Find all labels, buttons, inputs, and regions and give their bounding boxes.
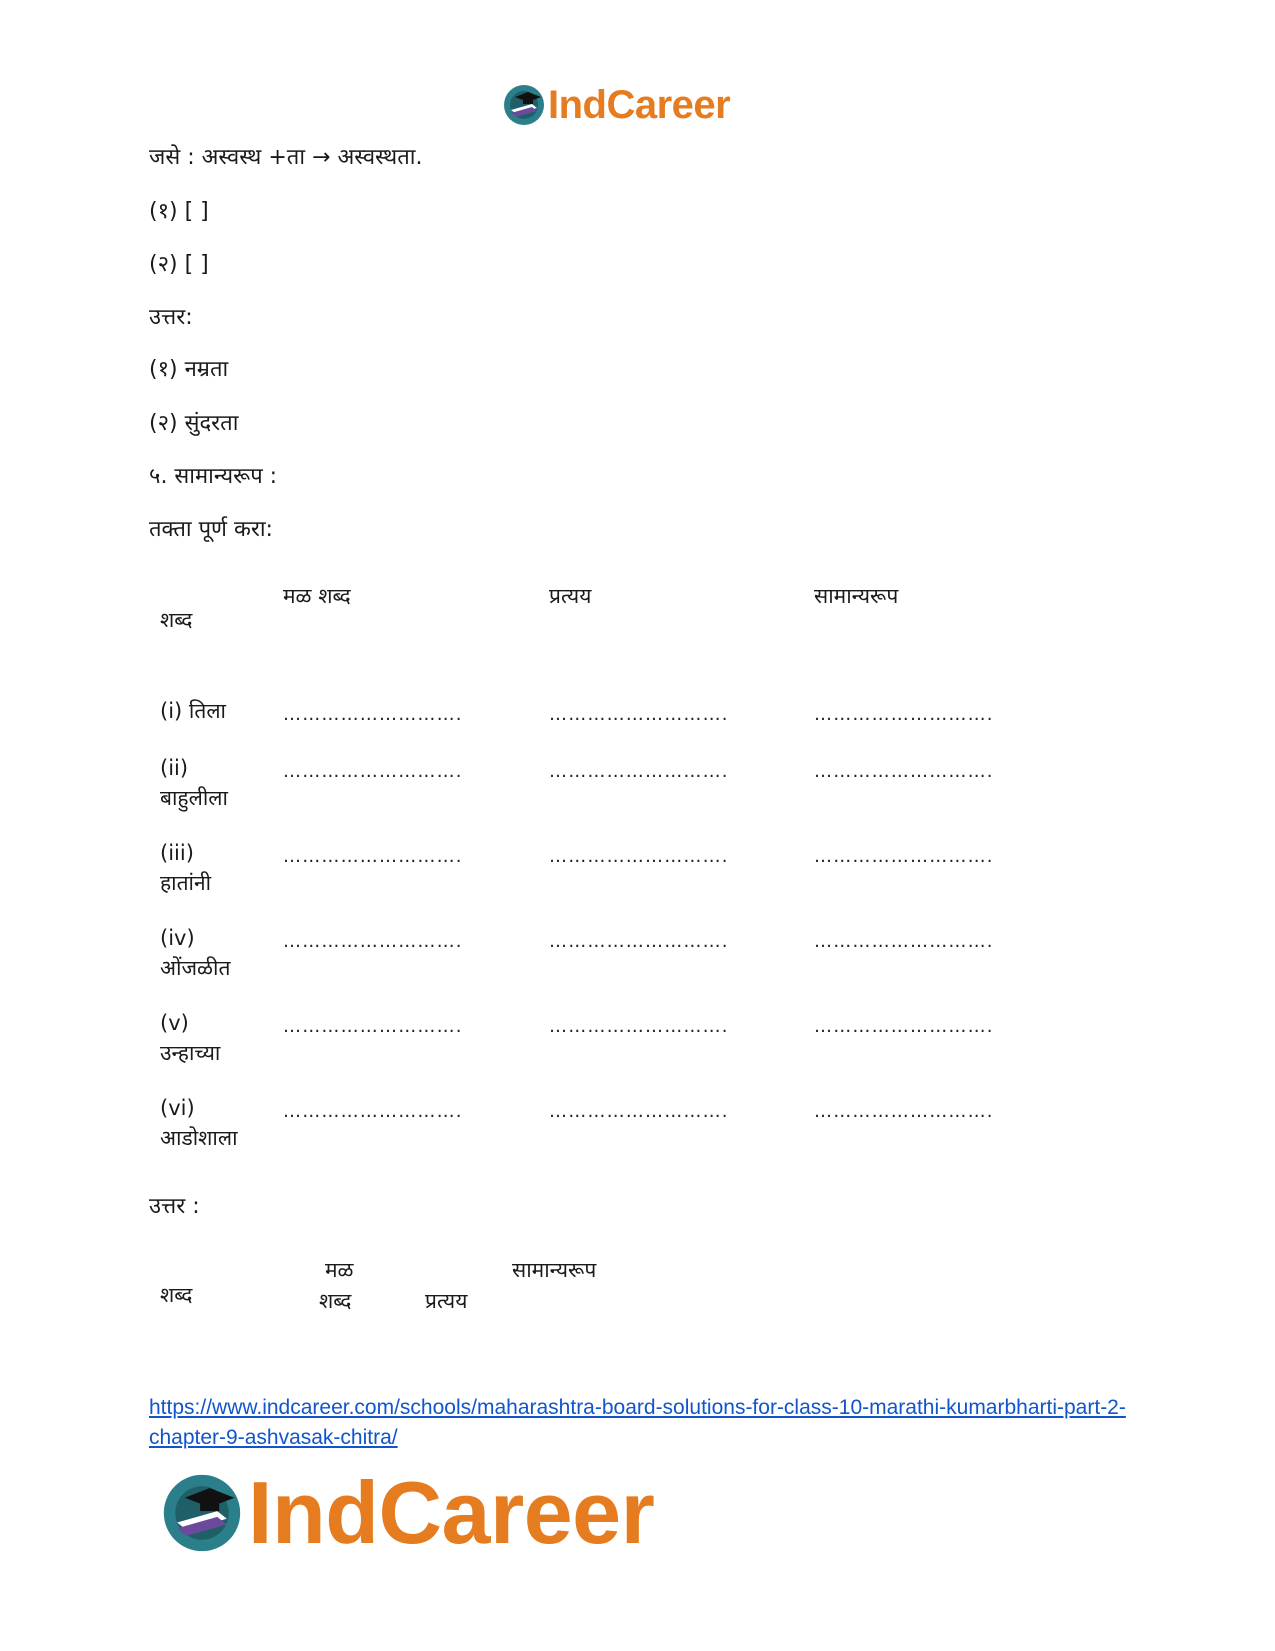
table-row	[160, 753, 228, 813]
row-number: (ii)	[160, 756, 189, 780]
answer-header-general-form: सामान्यरूप	[512, 1258, 597, 1282]
row-number: (vi)	[160, 1096, 195, 1120]
header-root-word: मळ शब्द	[283, 584, 351, 608]
blank-root-word: ……………………….	[283, 846, 463, 867]
blank-suffix: ……………………….	[549, 846, 729, 867]
indcareer-emblem-icon	[502, 83, 546, 127]
table-row	[160, 838, 211, 898]
answer-label: उत्तर:	[149, 305, 193, 330]
header-general-form: सामान्यरूप	[814, 584, 899, 608]
instruction-line: तक्ता पूर्ण करा:	[149, 517, 273, 542]
row-word: ओंजळीत	[160, 956, 231, 980]
indcareer-logo-top	[502, 80, 730, 130]
blank-general-form: ……………………….	[814, 931, 994, 952]
row-number: (iii)	[160, 841, 194, 865]
answer-1: (१) नम्रता	[149, 357, 229, 382]
table-row	[160, 696, 226, 726]
answer-header-root-line2: शब्द	[319, 1289, 352, 1313]
blank-root-word: ……………………….	[283, 1016, 463, 1037]
answer-2: (२) सुंदरता	[149, 411, 239, 436]
row-word: तिला	[188, 699, 226, 723]
answer-section-label: उत्तर :	[149, 1194, 200, 1219]
row-number: (v)	[160, 1011, 189, 1035]
blank-suffix: ……………………….	[549, 931, 729, 952]
indcareer-emblem-icon	[160, 1471, 244, 1555]
row-word: उन्हाच्या	[160, 1041, 221, 1065]
row-number: (iv)	[160, 926, 195, 950]
question-2: (२) [ ]	[149, 252, 209, 277]
header-word: शब्द	[160, 608, 193, 632]
row-number: (i)	[160, 699, 189, 723]
blank-suffix: ……………………….	[549, 1101, 729, 1122]
section-heading: ५. सामान्यरूप :	[149, 464, 278, 489]
brand-wordmark: IndCareer	[248, 1463, 655, 1562]
table-row	[160, 1008, 220, 1068]
table-row	[160, 923, 230, 983]
row-word: आडोशाला	[160, 1126, 238, 1150]
blank-root-word: ……………………….	[283, 704, 463, 725]
example-line: जसे : अस्वस्थ +ता → अस्वस्थता.	[149, 145, 423, 170]
blank-root-word: ……………………….	[283, 761, 463, 782]
answer-header-suffix: प्रत्यय	[425, 1289, 468, 1313]
answer-header-word: शब्द	[160, 1283, 193, 1307]
source-link[interactable]: https://www.indcareer.com/schools/maharashtra-board-solutions-for-class-10-marathi-kumarbharti-part-2-chapter-9-ashvasak-chitra/	[149, 1396, 1126, 1449]
blank-general-form: ……………………….	[814, 761, 994, 782]
brand-wordmark: IndCareer	[548, 83, 731, 127]
indcareer-logo-bottom	[160, 1463, 655, 1562]
row-word: हातांनी	[160, 871, 212, 895]
blank-root-word: ……………………….	[283, 931, 463, 952]
table-row	[160, 1093, 238, 1153]
question-1: (१) [ ]	[149, 199, 209, 224]
row-word: बाहुलीला	[160, 786, 228, 810]
blank-general-form: ……………………….	[814, 846, 994, 867]
header-suffix: प्रत्यय	[549, 584, 592, 608]
blank-general-form: ……………………….	[814, 1101, 994, 1122]
answer-header-root-line1: मळ	[325, 1258, 354, 1282]
blank-root-word: ……………………….	[283, 1101, 463, 1122]
blank-general-form: ……………………….	[814, 704, 994, 725]
blank-general-form: ……………………….	[814, 1016, 994, 1037]
blank-suffix: ……………………….	[549, 761, 729, 782]
blank-suffix: ……………………….	[549, 1016, 729, 1037]
blank-suffix: ……………………….	[549, 704, 729, 725]
